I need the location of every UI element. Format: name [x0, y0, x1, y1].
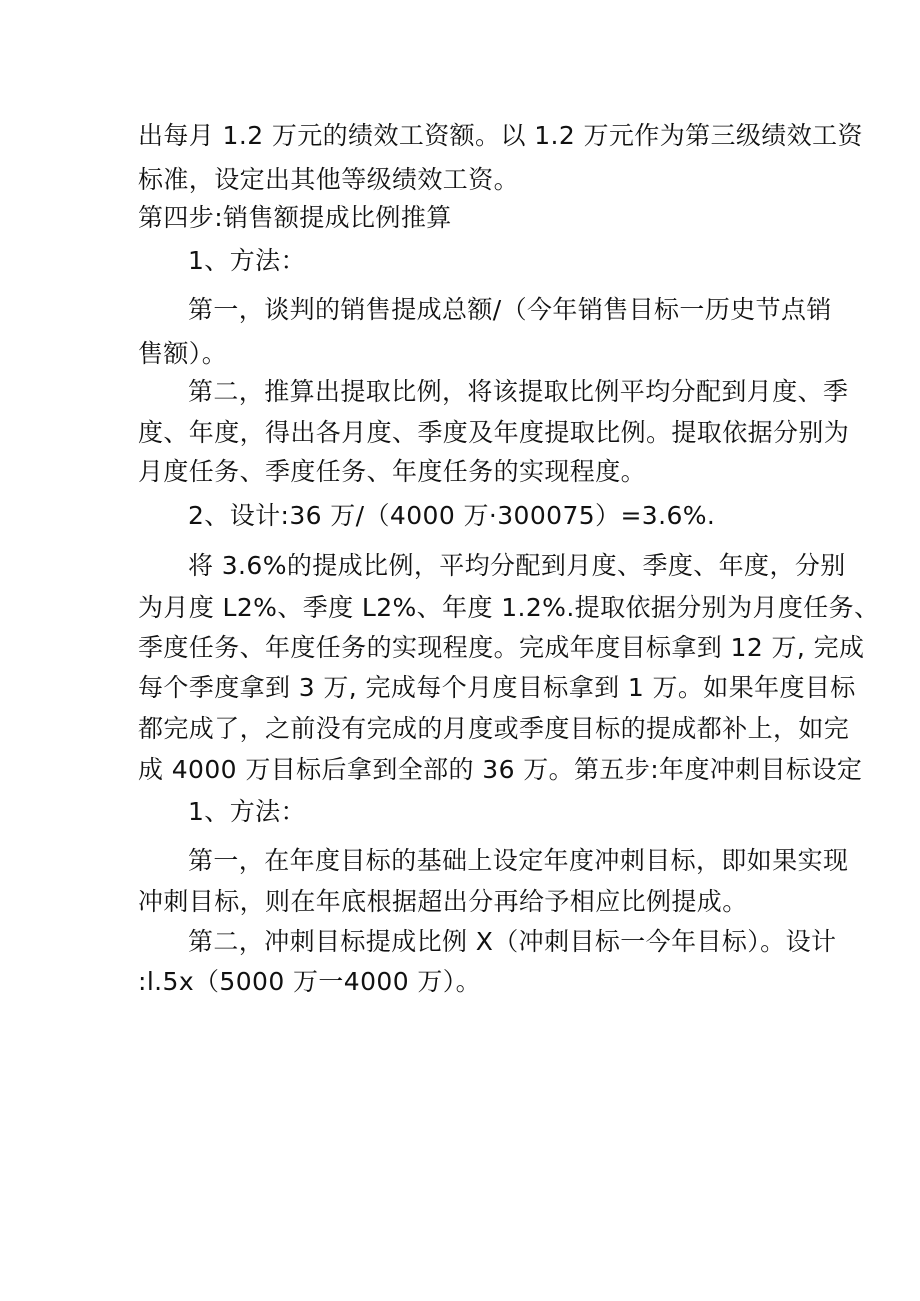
text-line-16: 成 4000 万目标后拿到全部的 36 万。第五步:年度冲刺目标设定: [138, 755, 863, 784]
text-line-2: 标准，设定出其他等级绩效工资。: [138, 165, 520, 194]
text-line-21: :l.5x（5000 万一4000 万）。: [138, 967, 482, 996]
text-line-9: 月度任务、季度任务、年度任务的实现程度。: [138, 457, 647, 486]
text-line-6: 售额）。: [138, 339, 228, 368]
text-line-20: 第二，冲刺目标提成比例 X（冲刺目标一今年目标）。设计: [188, 927, 837, 956]
text-line-19: 冲刺目标，则在年底根据超出分再给予相应比例提成。: [138, 887, 748, 916]
text-line-18: 第一，在年度目标的基础上设定年度冲刺目标，即如果实现: [188, 846, 849, 875]
text-line-12: 为月度 L2%、季度 L2%、年度 1.2%.提取依据分别为月度任务、: [138, 593, 880, 622]
text-line-15: 都完成了，之前没有完成的月度或季度目标的提成都补上，如完: [138, 714, 850, 743]
section-heading-step-4: 第四步:销售额提成比例推算: [138, 203, 452, 232]
text-line-8: 度、年度，得出各月度、季度及年度提取比例。提取依据分别为: [138, 418, 850, 447]
text-line-17: 1、方法：: [188, 797, 306, 826]
text-line-14: 每个季度拿到 3 万, 完成每个月度目标拿到 1 万。如果年度目标: [138, 673, 856, 702]
text-line-1: 出每月 1.2 万元的绩效工资额。以 1.2 万元作为第三级绩效工资: [138, 121, 863, 150]
text-line-7: 第二，推算出提取比例，将该提取比例平均分配到月度、季: [188, 377, 849, 406]
text-line-4: 1、方法：: [188, 246, 306, 275]
text-line-11: 将 3.6%的提成比例，平均分配到月度、季度、年度，分别: [188, 551, 846, 580]
text-line-5: 第一，谈判的销售提成总额/（今年销售目标一历史节点销: [188, 295, 832, 324]
text-line-10: 2、设计:36 万/（4000 万·300075）=3.6%.: [188, 501, 716, 530]
text-line-13: 季度任务、年度任务的实现程度。完成年度目标拿到 12 万, 完成: [138, 633, 865, 662]
